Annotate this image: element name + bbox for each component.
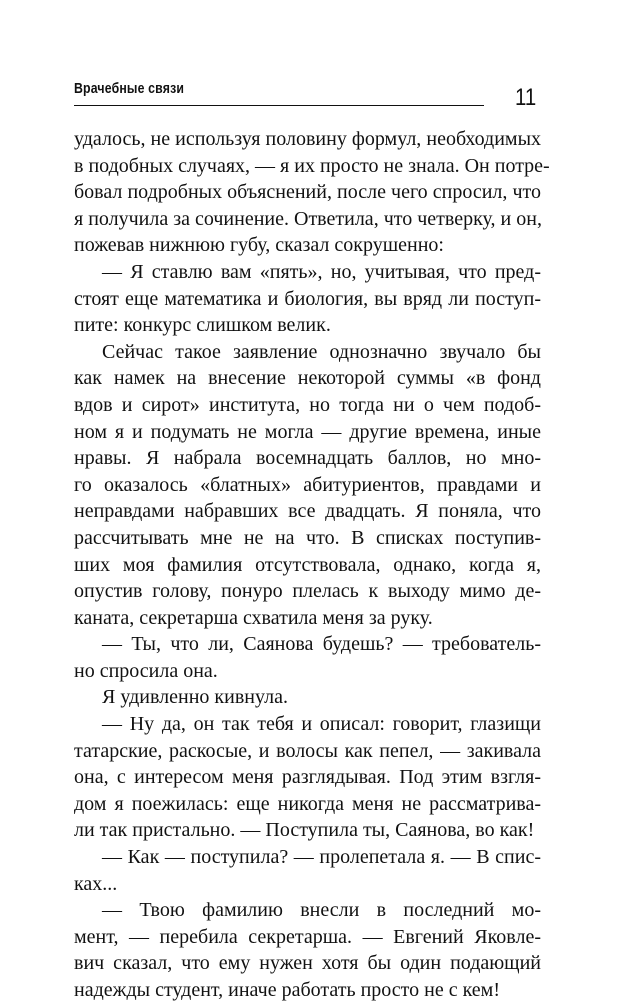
- text-line: вдов и сирот» института, но тогда ни о чем подоб-: [74, 393, 541, 416]
- text-line: опустив голову, понуро плелась к выходу мимо де-: [74, 580, 541, 603]
- text-line: вич сказал, что ему нужен хотя бы один подающий: [74, 952, 541, 975]
- text-line: ном я и подумать не могла — другие времена, иные: [74, 420, 541, 443]
- text-line: — Ты, что ли, Саянова будешь? — требователь-: [102, 633, 541, 656]
- text-line: Я удивленно кивнула.: [102, 686, 288, 709]
- text-line: стоят еще математика и биология, вы вряд ли поступ-: [74, 287, 541, 310]
- text-line: надежды студент, иначе работать просто не с кем!: [74, 979, 500, 1001]
- text-line: она, с интересом меня разглядывая. Под этим взгля-: [74, 766, 541, 789]
- text-line: ках...: [74, 872, 118, 895]
- text-line: дом я поежилась: еще никогда меня не рассматрива-: [74, 792, 541, 815]
- text-line: пожевав нижнюю губу, сказал сокрушенно:: [74, 234, 444, 257]
- text-line: нравы. Я набрала восемнадцать баллов, но мно-: [74, 447, 541, 470]
- text-line: бовал подробных объяснений, после чего спросил, что: [74, 181, 541, 204]
- text-line: удалось, не используя половину формул, необходимых: [74, 128, 541, 150]
- text-line: но спросила она.: [74, 659, 218, 682]
- running-title: Врачебные связи: [74, 80, 185, 97]
- text-line: как намек на внесение некоторой суммы «в фонд: [74, 367, 541, 390]
- text-line: мент, — перебила секретарша. — Евгений Яковле-: [74, 925, 541, 948]
- text-line: неправдами набравших все двадцать. Я поняла, что: [74, 500, 541, 523]
- text-line: в подобных случаях, — я их просто не знала. Он потре-: [74, 154, 550, 177]
- body-text: [74, 126, 550, 1004]
- text-line: рассчитывать мне не на что. В списках поступив-: [74, 526, 541, 549]
- text-line: я получила за сочинение. Ответила, что четверку, и он,: [74, 207, 542, 230]
- header-rule: [74, 105, 484, 106]
- text-line: — Как — поступила? — пролепетала я. — В спис-: [102, 846, 541, 869]
- text-line: — Я ставлю вам «пять», но, учитывая, что пред-: [102, 260, 541, 283]
- text-line: ли так пристально. — Поступила ты, Саянова, во как!: [74, 819, 535, 842]
- text-line: пите: конкурс слишком велик.: [74, 314, 331, 337]
- text-line: го оказалось «блатных» абитуриентов, правдами и: [74, 473, 541, 496]
- page-number: 11: [515, 84, 537, 111]
- text-line: — Ну да, он так тебя и описал: говорит, глазищи: [102, 713, 541, 736]
- text-line: — Твою фамилию внесли в последний мо-: [102, 899, 541, 922]
- text-line: Сейчас такое заявление однозначно звучало бы: [102, 340, 541, 363]
- text-line: татарские, раскосые, и волосы как пепел, — закивала: [74, 739, 541, 762]
- text-line: каната, секретарша схватила меня за руку.: [74, 606, 433, 629]
- text-line: ших моя фамилия отсутствовала, однако, когда я,: [74, 553, 541, 576]
